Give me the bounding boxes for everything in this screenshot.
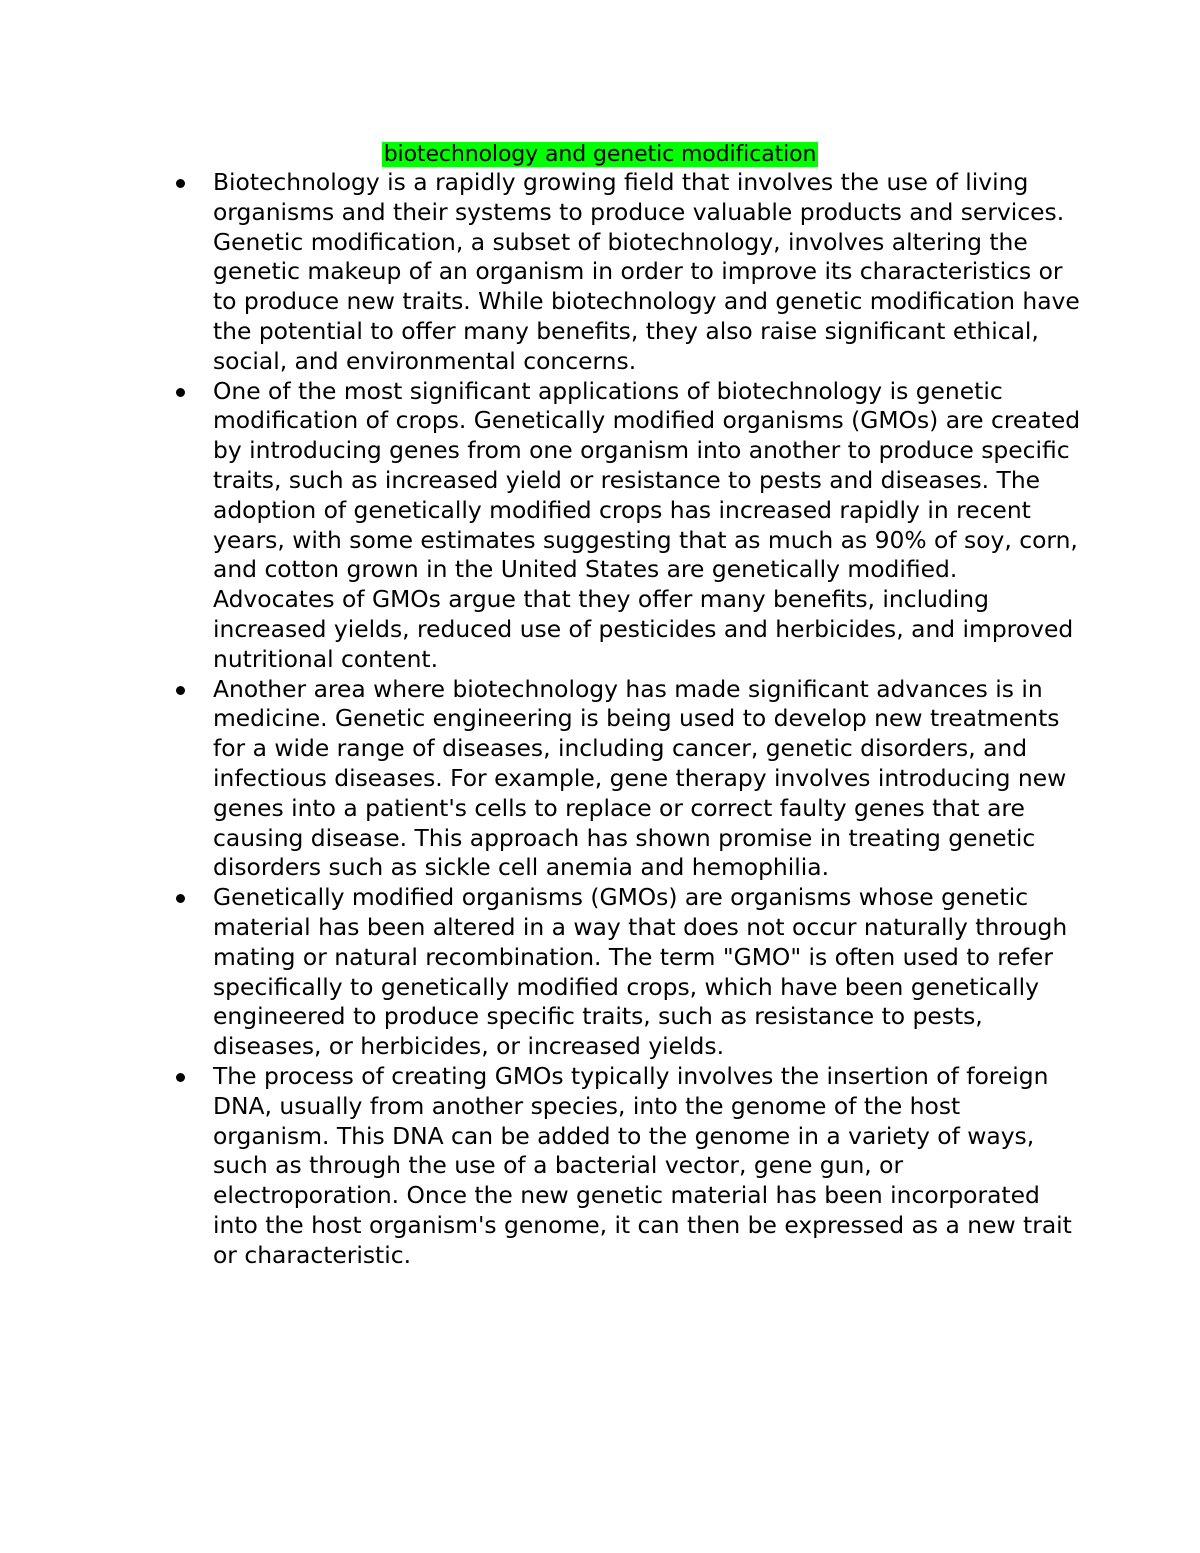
bullet-icon xyxy=(176,894,185,903)
bullet-icon xyxy=(176,388,185,397)
list-item-text: Genetically modified organisms (GMOs) are organisms whose genetic material has been altered in a way that does not occur naturally through mating or natural recombination. The term "GMO" is often used to refer specifically to genetically modified crops, which have been genetically engineered to produce specific traits, such as resistance to pests, diseases, or herbicides, or increased yields. xyxy=(213,883,1068,1061)
list-item-text: The process of creating GMOs typically involves the insertion of foreign DNA, usually from another species, into the genome of the host organism. This DNA can be added to the genome in a variety of ways, such as through the use of a bacterial vector, gene gun, or electroporation. Once the new genetic material has been incorporated into the host organism's genome, it can then be expressed as a new trait or characteristic. xyxy=(213,1061,1072,1269)
list-item-text: One of the most significant applications of biotechnology is genetic modification of crops. Genetically modified organisms (GMOs) are created by introducing genes from one organism into another to produce specific traits, such as increased yield or resistance to pests and diseases. The adoption of genetically modified crops has increased rapidly in recent years, with some estimates suggesting that as much as 90% of soy, corn, and cotton grown in the United States are genetically modified. Advocates of GMOs argue that they offer many benefits, including increased yields, reduced use of pesticides and herbicides, and improved nutritional content. xyxy=(213,376,1081,673)
list-item xyxy=(213,883,1083,1062)
bullet-icon xyxy=(176,179,185,188)
list-item xyxy=(213,1062,1083,1271)
list-item-text: Another area where biotechnology has made significant advances is in medicine. Genetic engineering is being used to develop new treatments for a wide range of diseases, including cancer, genetic disorders, and infectious diseases. For example, gene therapy involves introducing new genes into a patient's cells to replace or correct faulty genes that are causing disease. This approach has shown promise in treating genetic disorders such as sickle cell anemia and hemophilia. xyxy=(213,674,1067,882)
list-item xyxy=(213,675,1083,884)
bullet-icon xyxy=(176,686,185,695)
bullet-icon xyxy=(176,1073,185,1082)
document-title: biotechnology and genetic modification xyxy=(383,142,817,167)
list-item xyxy=(213,168,1083,377)
bullet-list xyxy=(213,168,1083,1270)
title-row xyxy=(0,140,1200,170)
list-item-text: Biotechnology is a rapidly growing field that involves the use of living organisms and their systems to produce valuable products and services. Genetic modification, a subset of biotechnology, involves altering the genetic makeup of an organism in order to improve its characteristics or to produce new traits. While biotechnology and genetic modification have the potential to offer many benefits, they also raise significant ethical, social, and environmental concerns. xyxy=(213,168,1080,375)
list-item xyxy=(213,377,1083,675)
